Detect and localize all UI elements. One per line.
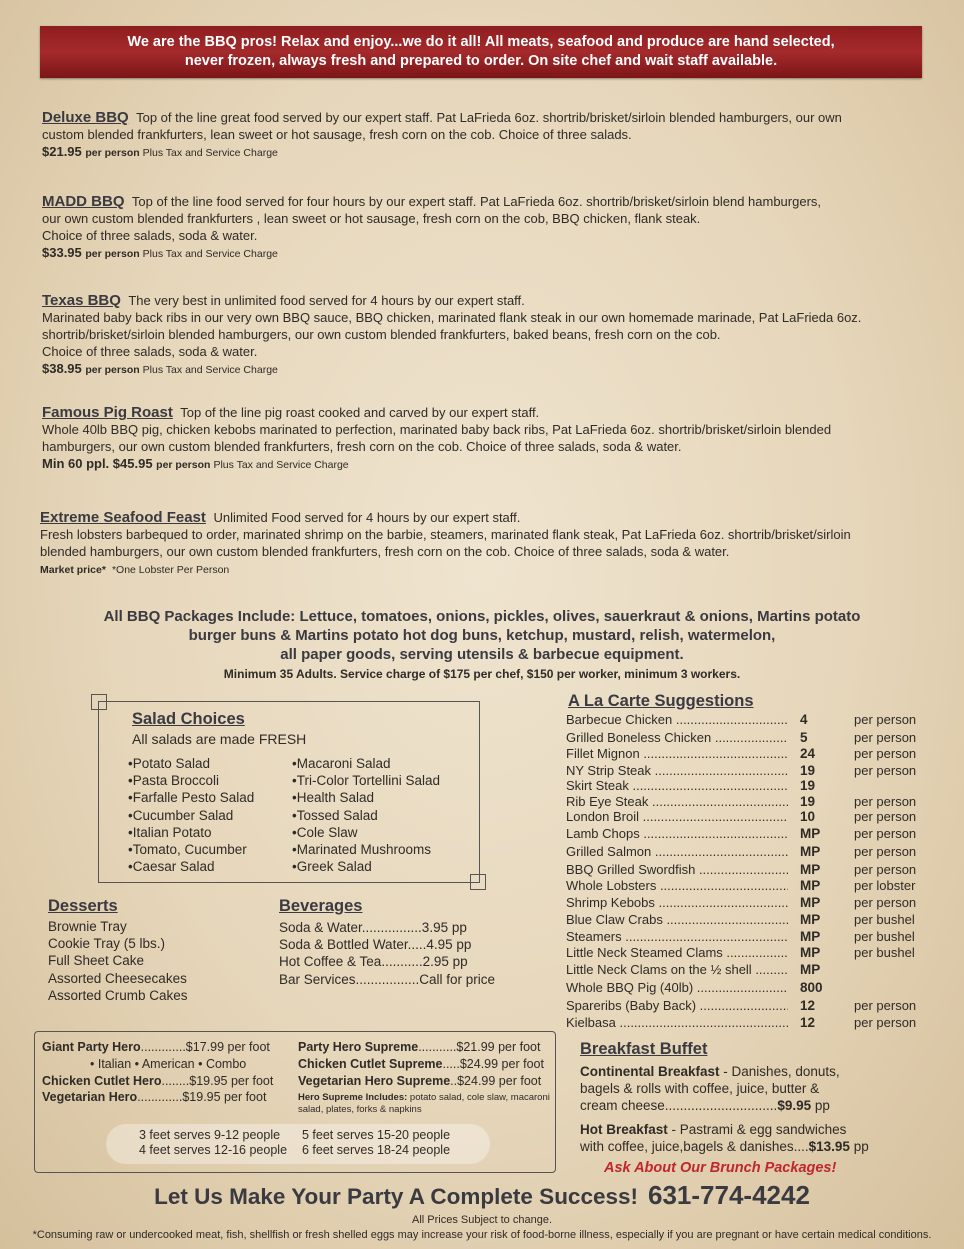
package-desc: Marinated baby back ribs in our very own BBQ sauce, BBQ chicken, marinated flank steak in our own homemade marinade, Pat LaFrieda 6oz.: [42, 310, 862, 325]
a-la-carte-row: [566, 844, 917, 860]
salad-list-right: [292, 755, 440, 875]
hero-price: ........$19.95 per foot: [161, 1074, 274, 1088]
list-item: • Macaroni Salad: [292, 755, 440, 772]
hero-name: Vegetarian Hero: [42, 1090, 138, 1104]
hero-name: Vegetarian Hero Supreme: [298, 1074, 451, 1088]
item-name: Blue Claw Crabs .....: [566, 912, 788, 927]
package-desc: The very best in unlimited food served for 4 hours by our expert staff.: [128, 293, 525, 308]
item-name: Grilled Boneless Chicken .....: [566, 730, 788, 745]
breakfast-desc: - Danishes, donuts,: [723, 1064, 840, 1079]
package-name: Extreme Seafood Feast: [40, 509, 206, 526]
list-item: • Caesar Salad: [128, 858, 254, 875]
health-warning: *Consuming raw or undercooked meat, fish, shellfish or fresh shelled eggs may increase your risk of food-borne illness, especially if you are pregnant or have certain medical conditions.: [32, 1229, 932, 1241]
package-desc: Fresh lobsters barbequed to order, marinated shrimp on the barbie, steamers, marinated flank steak, Pat LaFrieda 6oz. shortrib/brisket/sirloin: [40, 527, 851, 542]
includes-line: burger buns & Martins potato hot dog buns, ketchup, mustard, relish, watermelon,: [188, 627, 776, 644]
item-unit: per person: [854, 794, 917, 809]
item-price: 12: [800, 998, 816, 1013]
a-la-carte-row: [566, 794, 917, 810]
banner-line-2: never frozen, always fresh and prepared to order. On site chef and wait staff available.: [184, 53, 778, 69]
package-deluxe-bbq: [42, 109, 842, 162]
a-la-carte-row: [566, 998, 917, 1014]
hero-name: Chicken Cutlet Hero: [42, 1074, 162, 1088]
breakfast-desc: bagels & rolls with coffee, juice, butter &: [580, 1081, 820, 1096]
lobster-note: *One Lobster Per Person: [111, 564, 230, 576]
hero-supreme-desc: potato salad, cole slaw, macaroni salad, plates, forks & napkins: [298, 1092, 550, 1115]
package-name: Famous Pig Roast: [42, 404, 173, 421]
hero-price: ..$24.99 per foot: [450, 1074, 542, 1088]
item-unit: per person: [854, 1015, 917, 1030]
a-la-carte-row: [566, 1015, 917, 1031]
list-item: Cookie Tray (5 lbs.): [48, 936, 166, 952]
package-madd-bbq: [42, 193, 821, 263]
tax-note: Plus Tax and Service Charge: [142, 147, 278, 159]
list-item: Assorted Cheesecakes: [48, 970, 187, 986]
item-price: MP: [800, 962, 821, 977]
package-desc: Top of the line pig roast cooked and carved by our expert staff.: [180, 405, 540, 420]
item-unit: per bushel: [854, 929, 915, 944]
package-includes: [50, 607, 914, 664]
item-price: 4: [800, 712, 808, 727]
item-price: 10: [800, 809, 816, 824]
salad-subtitle: All salads are made FRESH: [132, 731, 307, 747]
package-price: $38.95: [42, 361, 82, 376]
list-item: • Cucumber Salad: [128, 807, 254, 824]
item-name: Shrimp Kebobs .....: [566, 895, 788, 910]
breakfast-name: Continental Breakfast: [580, 1064, 720, 1079]
item-unit: per person: [854, 826, 917, 841]
package-desc: Choice of three salads, soda & water.: [42, 228, 258, 243]
hero-size: 4 feet serves 12-16 people: [139, 1143, 288, 1157]
per-person-label: per person: [156, 459, 211, 471]
breakfast-buffet-title: Breakfast Buffet: [580, 1040, 708, 1058]
item-unit: per person: [854, 998, 917, 1013]
list-item: Soda & Water................3.95 pp: [279, 920, 467, 935]
item-name: Grilled Salmon .....: [566, 844, 788, 859]
hero-item-giant: [42, 1040, 270, 1054]
item-name: Whole BBQ Pig (40lb) .....: [566, 980, 788, 995]
item-unit: per person: [854, 862, 917, 877]
a-la-carte-row: [566, 826, 917, 842]
package-desc: our own custom blended frankfurters , lean sweet or hot sausage, fresh corn on the cob, BBQ chicken, flank steak.: [42, 211, 701, 226]
item-name: Rib Eye Steak .....: [566, 794, 788, 809]
package-pig-roast: [42, 404, 831, 474]
desserts-title: Desserts: [48, 897, 118, 915]
item-name: NY Strip Steak .....: [566, 763, 788, 778]
salad-list-left: [128, 755, 254, 875]
hero-price: ...........$21.99 per foot: [418, 1040, 541, 1054]
market-price-label: Market price*: [40, 564, 106, 576]
package-desc: Whole 40lb BBQ pig, chicken kebobs marinated to perfection, marinated baby back ribs, Pat LaFrieda 6oz. shortrib/brisket/sirloin blended: [42, 422, 832, 437]
hero-price: .............$19.95 per foot: [137, 1090, 267, 1104]
breakfast-desc: with coffee, juice,bagels & danishes....: [580, 1139, 809, 1154]
a-la-carte-row: [566, 712, 917, 728]
breakfast-price: $13.95: [808, 1139, 850, 1154]
list-item: • Marinated Mushrooms: [292, 841, 440, 858]
item-unit: per bushel: [854, 945, 915, 960]
beverages-list: [279, 919, 495, 988]
item-price: 19: [800, 763, 816, 778]
hero-name: Party Hero Supreme: [298, 1040, 419, 1054]
item-price: 24: [800, 746, 816, 761]
list-item: Hot Coffee & Tea...........2.95 pp: [279, 954, 468, 970]
item-price: MP: [800, 878, 821, 893]
item-price: 5: [800, 730, 808, 745]
tax-note: Plus Tax and Service Charge: [142, 248, 278, 260]
breakfast-unit: pp: [814, 1098, 830, 1113]
item-name: Fillet Mignon .....: [566, 746, 788, 761]
per-person-label: per person: [85, 147, 140, 159]
item-name: London Broil .....: [566, 809, 788, 824]
breakfast-price: $9.95: [777, 1098, 812, 1113]
hero-supreme-note: [298, 1092, 552, 1116]
item-price: MP: [800, 895, 821, 910]
desserts-list: [48, 918, 188, 1004]
hero-name: Giant Party Hero: [42, 1040, 141, 1054]
hero-item-cutlet: [42, 1074, 273, 1088]
item-unit: per person: [854, 730, 917, 745]
a-la-carte-row: [566, 778, 816, 794]
includes-line: all paper goods, serving utensils & barbecue equipment.: [280, 646, 684, 663]
hero-types: • Italian • American • Combo: [90, 1057, 247, 1071]
per-person-label: per person: [85, 364, 140, 376]
hero-supreme-label: Hero Supreme Includes:: [298, 1092, 408, 1103]
phone-number[interactable]: 631-774-4242: [648, 1180, 810, 1210]
hero-item-supreme: [298, 1040, 540, 1054]
list-item: • Tossed Salad: [292, 807, 440, 824]
item-price: 19: [800, 794, 816, 809]
item-unit: per person: [854, 844, 917, 859]
list-item: Full Sheet Cake: [48, 953, 145, 969]
item-unit: per bushel: [854, 912, 915, 927]
package-name: Deluxe BBQ: [42, 109, 129, 126]
hero-item-veg-supreme: [298, 1074, 541, 1088]
item-name: Lamb Chops .....: [566, 826, 788, 841]
item-price: MP: [800, 862, 821, 877]
package-desc: shortrib/brisket/sirloin blended hamburgers, our own custom blended frankfurters, baked beans, fresh corn on the cob.: [42, 327, 721, 342]
prices-note: All Prices Subject to change.: [411, 1214, 553, 1226]
list-item: • Pasta Broccoli: [128, 772, 254, 789]
breakfast-name: Hot Breakfast: [580, 1122, 668, 1137]
hero-price: .............$17.99 per foot: [140, 1040, 270, 1054]
package-name: MADD BBQ: [42, 193, 125, 210]
item-name: Little Neck Clams on the ½ shell .....: [566, 962, 788, 977]
breakfast-desc: cream cheese..............................: [580, 1098, 778, 1113]
item-price: 800: [800, 980, 823, 995]
a-la-carte-row: [566, 809, 917, 825]
list-item: Soda & Bottled Water.....4.95 pp: [279, 937, 472, 953]
hero-size: 3 feet serves 9-12 people: [139, 1128, 281, 1142]
a-la-carte-row: [566, 945, 915, 961]
item-name: Steamers .....: [566, 929, 788, 944]
package-desc: Unlimited Food served for 4 hours by our expert staff.: [213, 510, 521, 525]
item-name: Whole Lobsters .....: [566, 878, 788, 893]
list-item: • Cole Slaw: [292, 824, 440, 841]
list-item: Brownie Tray: [48, 919, 127, 934]
a-la-carte-row: [566, 746, 917, 762]
item-unit: per lobster: [854, 878, 916, 893]
package-desc: Choice of three salads, soda & water.: [42, 344, 258, 359]
hero-price: .....$24.99 per foot: [442, 1057, 544, 1071]
package-desc: blended hamburgers, our own custom blended frankfurters, fresh corn on the cob. Choice of three salads, soda & water.: [40, 544, 730, 559]
banner-line-1: We are the BBQ pros! Relax and enjoy...we do it all! All meats, seafood and produce are hand selected,: [127, 34, 835, 50]
header-banner: [40, 26, 922, 78]
list-item: • Farfalle Pesto Salad: [128, 789, 254, 806]
a-la-carte-row: [566, 912, 915, 928]
breakfast-continental: [580, 1063, 900, 1114]
item-unit: per person: [854, 763, 917, 778]
item-name: BBQ Grilled Swordfish .....: [566, 862, 788, 877]
box-corner-decoration: [470, 874, 486, 890]
package-texas-bbq: [42, 292, 861, 379]
package-price: $33.95: [42, 245, 82, 260]
hero-item-veg: [42, 1090, 266, 1104]
item-price: MP: [800, 844, 821, 859]
per-person-label: per person: [85, 248, 140, 260]
beverages-title: Beverages: [279, 897, 363, 915]
item-name: Skirt Steak .....: [566, 778, 788, 793]
item-name: Little Neck Steamed Clams .....: [566, 945, 788, 960]
a-la-carte-row: [566, 962, 821, 978]
item-price: MP: [800, 826, 821, 841]
item-unit: per person: [854, 746, 917, 761]
item-unit: per person: [854, 712, 917, 727]
a-la-carte-row: [566, 730, 917, 746]
list-item: • Italian Potato: [128, 824, 254, 841]
tax-note: Plus Tax and Service Charge: [213, 459, 349, 471]
package-desc: hamburgers, our own custom blended frankfurters, fresh corn on the cob. Choice of three salads, soda & water.: [42, 439, 682, 454]
package-price: Min 60 ppl. $45.95: [42, 456, 153, 471]
item-price: MP: [800, 945, 821, 960]
list-item: • Tri-Color Tortellini Salad: [292, 772, 440, 789]
hero-item-cutlet-supreme: [298, 1057, 544, 1071]
hero-name: Chicken Cutlet Supreme: [298, 1057, 443, 1071]
list-item: • Tomato, Cucumber: [128, 841, 254, 858]
list-item: • Greek Salad: [292, 858, 440, 875]
a-la-carte-row: [566, 862, 917, 878]
list-item: Bar Services.................Call for price: [279, 971, 496, 987]
package-seafood-feast: [40, 509, 851, 579]
includes-line: All BBQ Packages Include: Lettuce, tomatoes, onions, pickles, olives, sauerkraut & onions, Martins potato: [103, 608, 861, 625]
salad-choices-title: Salad Choices: [132, 710, 245, 728]
minimum-note: Minimum 35 Adults. Service charge of $175 per chef, $150 per worker, minimum 3 workers.: [223, 667, 741, 681]
hero-size: 5 feet serves 15-20 people: [302, 1128, 451, 1142]
breakfast-unit: pp: [853, 1139, 869, 1154]
list-item: Assorted Crumb Cakes: [48, 987, 188, 1003]
item-name: Spareribs (Baby Back) .....: [566, 998, 788, 1013]
a-la-carte-row: [566, 763, 917, 779]
a-la-carte-row: [566, 980, 823, 996]
tax-note: Plus Tax and Service Charge: [142, 364, 278, 376]
footer-tagline: [0, 1180, 964, 1211]
item-name: Barbecue Chicken .....: [566, 712, 788, 727]
hero-size: 6 feet serves 18-24 people: [302, 1143, 451, 1157]
item-name: Kielbasa .....: [566, 1015, 788, 1030]
a-la-carte-title: A La Carte Suggestions: [568, 692, 754, 710]
tagline-text: Let Us Make Your Party A Complete Success!: [154, 1184, 638, 1209]
a-la-carte-row: [566, 929, 915, 945]
list-item: • Health Salad: [292, 789, 440, 806]
package-desc: custom blended frankfurters, lean sweet or hot sausage, fresh corn on the cob. Choice of three salads.: [42, 127, 632, 142]
package-desc: Top of the line great food served by our expert staff. Pat LaFrieda 6oz. shortrib/brisket/sirloin blended hamburgers, our own: [136, 110, 842, 125]
item-unit: per person: [854, 895, 917, 910]
brunch-callout: Ask About Our Brunch Packages!: [604, 1160, 837, 1176]
breakfast-desc: - Pastrami & egg sandwiches: [671, 1122, 847, 1137]
item-price: 19: [800, 778, 816, 793]
a-la-carte-row: [566, 878, 916, 894]
box-corner-decoration: [91, 694, 107, 710]
package-price: $21.95: [42, 144, 82, 159]
package-name: Texas BBQ: [42, 292, 121, 309]
item-price: 12: [800, 1015, 816, 1030]
item-price: MP: [800, 912, 821, 927]
list-item: • Potato Salad: [128, 755, 254, 772]
breakfast-hot: [580, 1121, 900, 1155]
item-price: MP: [800, 929, 821, 944]
package-desc: Top of the line food served for four hours by our expert staff. Pat LaFrieda 6oz. shortrib/brisket/sirloin blend hamburgers,: [131, 194, 822, 209]
a-la-carte-row: [566, 895, 917, 911]
item-unit: per person: [854, 809, 917, 824]
